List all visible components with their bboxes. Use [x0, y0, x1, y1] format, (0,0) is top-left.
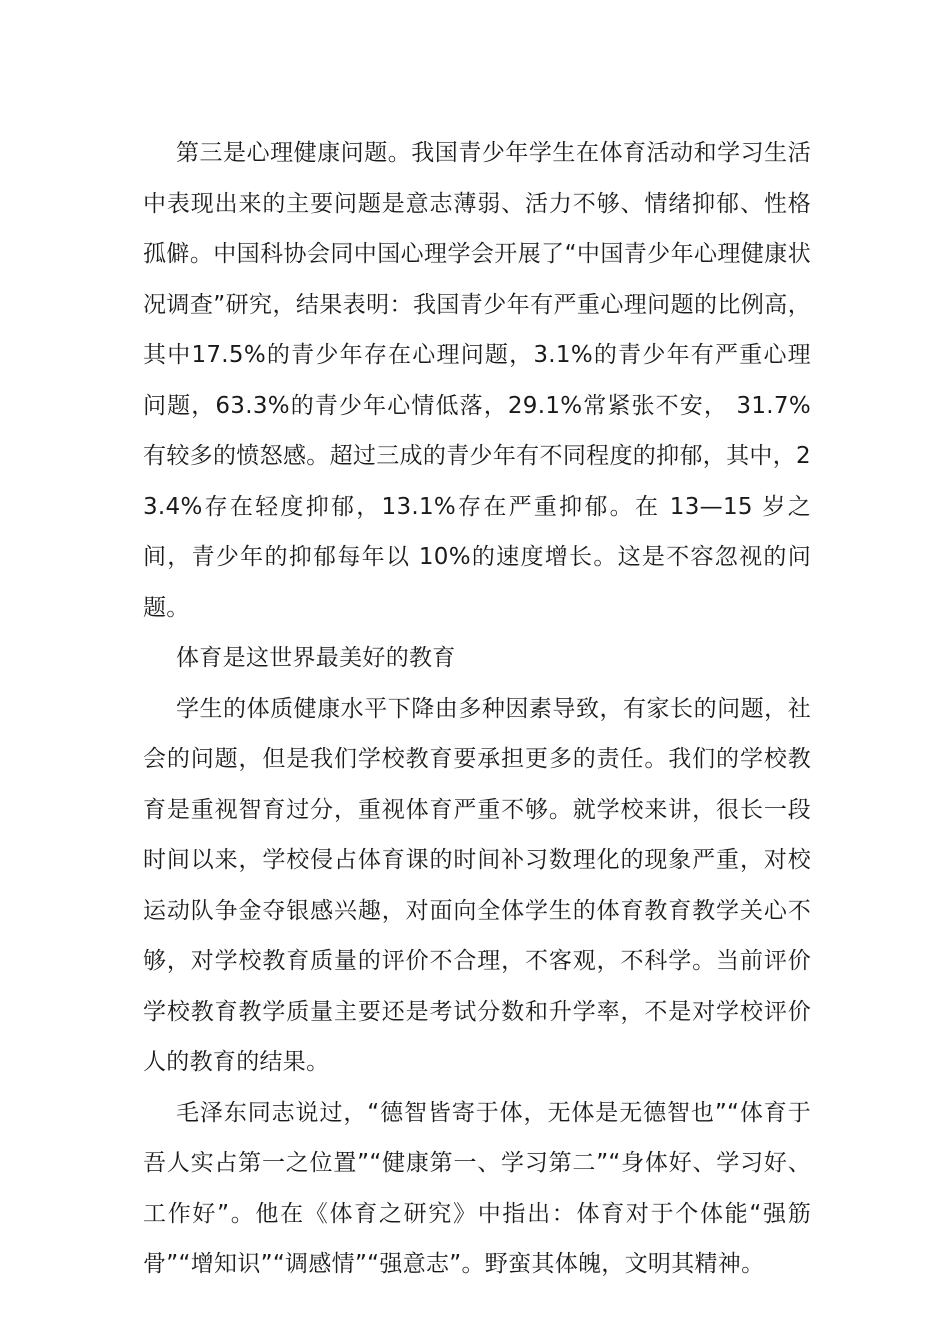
paragraph-mental-health: 第三是心理健康问题。我国青少年学生在体育活动和学习生活中表现出来的主要问题是意志薄弱、活力不够、情绪抑郁、性格孤僻。中国科协会同中国心理学会开展了“中国青少年心理健康状况调查”研究，结果表明：我国青少年有严重心理问题的比例高，其中17.5%的青少年存在心理问题，3.1%的青少年有严重心理问题，63.3%的青少年心情低落，29.1%常紧张不安， 31.7%有较多的愤怒感。超过三成的青少年有不同程度的抑郁，其中，23.4%存在轻度抑郁，13.1%存在严重抑郁。在 13—15 岁之间，青少年的抑郁每年以 10%的速度增长。这是不容忽视的问题。: [143, 140, 811, 621]
paragraph-mao-quote: 毛泽东同志说过，“德智皆寄于体，无体是无德智也”“体育于吾人实占第一之位置”“健康第一、学习第二”“身体好、学习好、工作好”。他在《体育之研究》中指出：体育对于个体能“强筋骨”“增知识”“调感情”“强意志”。野蛮其体魄，文明其精神。: [143, 1099, 811, 1277]
paragraph-school-responsibility: 学生的体质健康水平下降由多种因素导致，有家长的问题，社会的问题，但是我们学校教育要承担更多的责任。我们的学校教育是重视智育过分，重视体育严重不够。就学校来讲，很长一段时间以来，学校侵占体育课的时间补习数理化的现象严重，对校运动队争金夺银感兴趣，对面向全体学生的体育教育教学关心不够，对学校教育质量的评价不合理，不客观，不科学。当前评价学校教育教学质量主要还是考试分数和升学率，不是对学校评价人的教育的结果。: [143, 695, 811, 1075]
section-heading: 体育是这世界最美好的教育: [176, 645, 456, 671]
document-body: [143, 128, 811, 1290]
